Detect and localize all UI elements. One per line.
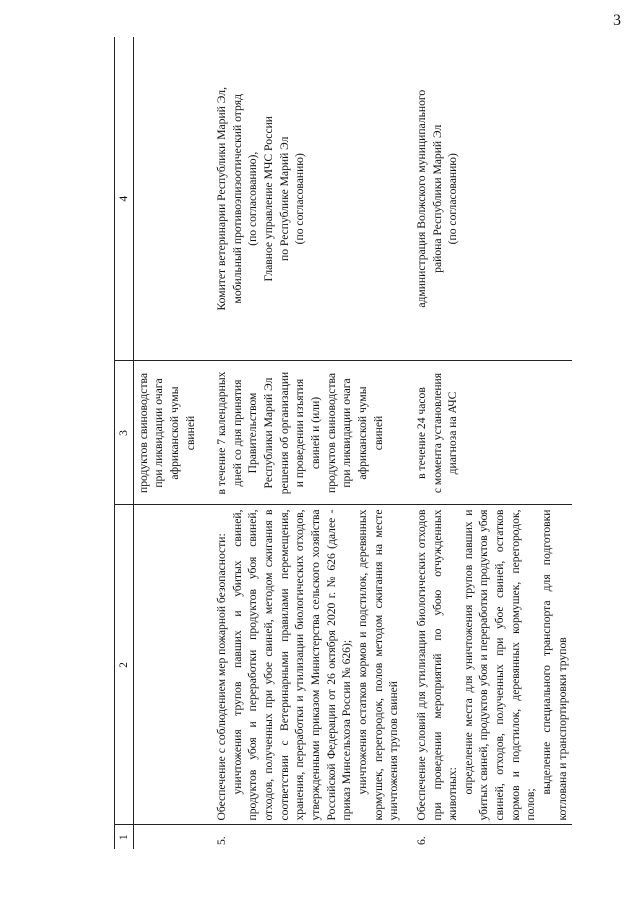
rotated-table-page bbox=[114, 37, 634, 849]
table-row bbox=[212, 37, 412, 849]
deadline-cell bbox=[133, 361, 212, 505]
deadline-line: продуктов свиноводства bbox=[136, 373, 150, 493]
executor-line: (по согласованию) bbox=[446, 153, 460, 245]
deadline-line: с момента установления bbox=[430, 372, 444, 494]
executor-cell bbox=[133, 37, 212, 361]
deadline-cell bbox=[212, 361, 412, 505]
deadline-line: в течение 24 часов bbox=[414, 387, 428, 479]
deadline-line: и проведении изъятия bbox=[293, 378, 307, 488]
deadline-line: свиней bbox=[371, 415, 385, 451]
deadline-line: Республики Марий Эл bbox=[262, 377, 276, 489]
number-cell bbox=[133, 825, 212, 849]
measures-table bbox=[114, 37, 572, 849]
action-cell bbox=[133, 505, 212, 825]
executor-line: по Республике Марий Эл bbox=[277, 136, 291, 261]
executor-line: администрация Волжского муниципального bbox=[414, 89, 428, 308]
action-paragraph: Обеспечение условий для утилизации биологических отходов при проведении мероприятий по убою отчужденных животных: bbox=[414, 509, 460, 821]
action-paragraph: Обеспечение с соблюдением мер пожарной безопасности: bbox=[215, 533, 229, 821]
executor-line: Главное управление МЧС России bbox=[262, 116, 276, 282]
action-paragraph: определение места для уничтожения трупов павших и убитых свиней, продуктов убоя и переработки продуктов убоя свиней, отходов, полученных при убое свиней, остатков кормов и подстилок, деревянных кормушек, перегородок, полов; bbox=[461, 509, 538, 821]
action-paragraph: уничтожения трупов павших и убитых свиней, продуктов убоя и переработки продуктов убоя свиней, отходов, полученных при убое свиней, методом сжигания в соответствии с Ветеринарными правилами перемещения, хранения, переработки и утилизации биологических отходов, утвержденными приказом Министерства сельского хозяйства Российской Федерации от 26 октября 2020 г. № 626 (далее - приказ Минсельхоза России № 626); bbox=[230, 509, 354, 821]
deadline-line: продуктов свиноводства bbox=[324, 373, 338, 493]
deadline-line: свиней и (или) bbox=[309, 396, 323, 470]
row-number: 5. bbox=[215, 836, 229, 845]
column-header: 2 bbox=[115, 505, 134, 825]
deadline-line: свиней bbox=[183, 415, 197, 451]
deadline-line: решения об организации bbox=[277, 371, 291, 495]
column-header: 4 bbox=[115, 37, 134, 361]
executor-line: (по согласованию) bbox=[293, 153, 307, 245]
executor-line: мобильный противоэпизоотический отряд bbox=[230, 94, 244, 304]
column-header: 1 bbox=[115, 825, 134, 849]
deadline-line: в течение 7 календарных bbox=[215, 371, 229, 495]
deadline-line: Правительством bbox=[246, 392, 260, 474]
deadline-line: диагноза на АЧС bbox=[446, 391, 460, 475]
table-header-row bbox=[115, 37, 134, 849]
executor-line: (по согласованию), bbox=[246, 151, 260, 246]
row-number: 6. bbox=[414, 836, 428, 845]
deadline-cell bbox=[412, 361, 572, 505]
executor-cell bbox=[412, 37, 572, 361]
page-number: 3 bbox=[613, 12, 621, 29]
table-row bbox=[412, 37, 572, 849]
action-cell bbox=[412, 505, 572, 825]
action-paragraph: выделение специального транспорта для подготовки котлована и транспортировки трупов bbox=[540, 509, 569, 821]
executor-line: Комитет ветеринарии Республики Марий Эл, bbox=[215, 87, 229, 311]
deadline-line: при ликвидации очага bbox=[340, 378, 354, 488]
column-header: 3 bbox=[115, 361, 134, 505]
table-row bbox=[133, 37, 212, 849]
deadline-line: дней со дня принятия bbox=[230, 379, 244, 487]
executor-line: района Республики Марий Эл bbox=[430, 124, 444, 273]
executor-cell bbox=[212, 37, 412, 361]
deadline-line: африканской чумы bbox=[355, 386, 369, 480]
deadline-line: при ликвидации очага bbox=[152, 378, 166, 488]
action-paragraph: уничтожения остатков кормов и подстилок, деревянных кормушек, перегородок, полов методом сжигания на месте уничтожения трупов свиней bbox=[355, 509, 401, 821]
action-cell bbox=[212, 505, 412, 825]
deadline-line: африканской чумы bbox=[167, 386, 181, 480]
